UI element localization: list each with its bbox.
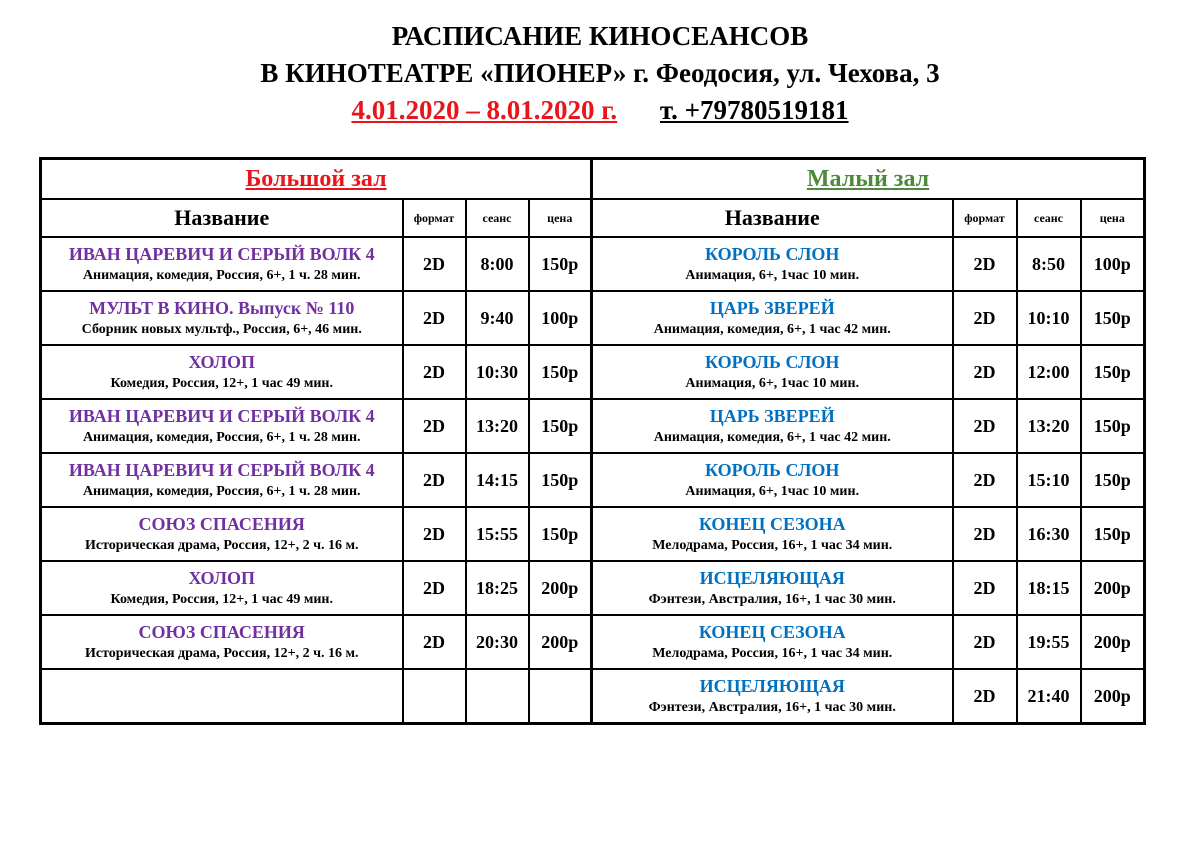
table-row [592,507,1145,561]
column-header-name: Название [592,199,953,237]
price-cell: 200р [1081,669,1145,724]
page-title: РАСПИСАНИЕ КИНОСЕАНСОВ [391,21,809,51]
movie-info: Анимация, 6+, 1час 10 мин. [685,375,860,391]
session-time-cell: 14:15 [466,453,529,507]
price-cell: 150р [529,507,592,561]
session-time-cell: 18:15 [1017,561,1081,615]
date-phone-line [0,92,1200,129]
movie-cell [592,345,953,399]
format-cell: 2D [403,237,466,291]
format-cell: 2D [953,615,1017,669]
format-cell: 2D [403,615,466,669]
schedule-tables [39,157,1143,747]
format-cell [403,669,466,724]
price-cell [529,669,592,724]
column-header-price: цена [529,199,592,237]
session-time-cell: 19:55 [1017,615,1081,669]
session-time-cell: 20:30 [466,615,529,669]
price-cell: 100р [529,291,592,345]
price-cell: 150р [1081,507,1145,561]
phone-number: т. +79780519181 [659,95,849,125]
session-time-cell: 9:40 [466,291,529,345]
table-row [41,615,592,669]
price-cell: 150р [529,237,592,291]
movie-title: СОЮЗ СПАСЕНИЯ [138,621,305,642]
table-row [41,237,592,291]
movie-cell [41,615,403,669]
table-row [41,561,592,615]
movie-info: Фэнтези, Австралия, 16+, 1 час 30 мин. [648,699,896,715]
column-header-session: сеанс [466,199,529,237]
movie-info: Комедия, Россия, 12+, 1 час 49 мин. [110,591,333,607]
table-row [41,345,592,399]
movie-cell [41,345,403,399]
movie-cell [41,237,403,291]
movie-info: Анимация, комедия, Россия, 6+, 1 ч. 28 мин. [82,267,361,283]
format-cell: 2D [953,345,1017,399]
cinema-address: В КИНОТЕАТРЕ «ПИОНЕР» г. Феодосия, ул. Чехова, 3 [260,58,940,88]
session-time-cell: 12:00 [1017,345,1081,399]
movie-title: ИСЦЕЛЯЮЩАЯ [699,675,845,696]
price-cell: 200р [1081,615,1145,669]
price-cell: 150р [529,453,592,507]
movie-title: КОРОЛЬ СЛОН [705,243,840,264]
table-row [592,453,1145,507]
movie-cell [592,615,953,669]
price-cell: 150р [1081,399,1145,453]
movie-title: КОРОЛЬ СЛОН [705,459,840,480]
price-cell: 150р [529,399,592,453]
session-time-cell [466,669,529,724]
table-row [592,291,1145,345]
movie-cell [592,399,953,453]
movie-title: МУЛЬТ В КИНО. Выпуск № 110 [89,297,355,318]
price-cell: 200р [1081,561,1145,615]
movie-info: Комедия, Россия, 12+, 1 час 49 мин. [110,375,333,391]
movie-cell [41,507,403,561]
format-cell: 2D [953,237,1017,291]
movie-cell [592,237,953,291]
table-row [41,507,592,561]
movie-title: ИВАН ЦАРЕВИЧ И СЕРЫЙ ВОЛК 4 [68,459,375,480]
movie-title: КОНЕЦ СЕЗОНА [698,621,846,642]
movie-title: ИВАН ЦАРЕВИЧ И СЕРЫЙ ВОЛК 4 [68,405,375,426]
format-cell: 2D [403,453,466,507]
format-cell: 2D [953,291,1017,345]
table-row [41,453,592,507]
table-row [592,399,1145,453]
format-cell: 2D [953,669,1017,724]
movie-title: ИСЦЕЛЯЮЩАЯ [699,567,845,588]
format-cell: 2D [953,561,1017,615]
movie-cell [41,399,403,453]
table-row [592,561,1145,615]
price-cell: 200р [529,561,592,615]
price-cell: 150р [1081,453,1145,507]
format-cell: 2D [403,345,466,399]
movie-info: Историческая драма, Россия, 12+, 2 ч. 16 м. [84,645,359,661]
movie-info: Мелодрама, Россия, 16+, 1 час 34 мин. [652,537,893,553]
column-header-session: сеанс [1017,199,1081,237]
small-hall-title: Малый зал [592,159,1145,200]
movie-cell [41,561,403,615]
movie-title: ХОЛОП [188,351,256,372]
session-time-cell: 8:00 [466,237,529,291]
movie-cell [592,669,953,724]
price-cell: 150р [1081,345,1145,399]
table-row [592,615,1145,669]
column-header-price: цена [1081,199,1145,237]
movie-info: Анимация, комедия, 6+, 1 час 42 мин. [653,321,891,337]
movie-title: ИВАН ЦАРЕВИЧ И СЕРЫЙ ВОЛК 4 [68,243,375,264]
movie-title: КОРОЛЬ СЛОН [705,351,840,372]
movie-cell [592,291,953,345]
table-row [41,399,592,453]
session-time-cell: 18:25 [466,561,529,615]
movie-title: ЦАРЬ ЗВЕРЕЙ [709,405,835,426]
table-row [41,291,592,345]
table-row [592,345,1145,399]
movie-cell [41,453,403,507]
small-hall-table [590,157,1146,725]
movie-info: Анимация, 6+, 1час 10 мин. [685,483,860,499]
price-cell: 100р [1081,237,1145,291]
movie-info: Анимация, 6+, 1час 10 мин. [685,267,860,283]
table-row [41,669,592,724]
date-range: 4.01.2020 – 8.01.2020 г. [351,95,618,125]
movie-cell [592,507,953,561]
column-header-format: формат [953,199,1017,237]
format-cell: 2D [403,291,466,345]
movie-info: Историческая драма, Россия, 12+, 2 ч. 16 м. [84,537,359,553]
session-time-cell: 16:30 [1017,507,1081,561]
movie-info: Анимация, комедия, Россия, 6+, 1 ч. 28 мин. [82,429,361,445]
session-time-cell: 13:20 [1017,399,1081,453]
movie-cell [592,453,953,507]
format-cell: 2D [953,453,1017,507]
session-time-cell: 10:10 [1017,291,1081,345]
movie-cell [41,669,403,724]
format-cell: 2D [403,507,466,561]
price-cell: 150р [529,345,592,399]
movie-info: Мелодрама, Россия, 16+, 1 час 34 мин. [652,645,893,661]
big-hall-table [39,157,593,725]
session-time-cell: 8:50 [1017,237,1081,291]
big-hall-title: Большой зал [41,159,592,200]
price-cell: 150р [1081,291,1145,345]
movie-info: Фэнтези, Австралия, 16+, 1 час 30 мин. [648,591,896,607]
format-cell: 2D [953,399,1017,453]
session-time-cell: 15:10 [1017,453,1081,507]
movie-cell [41,291,403,345]
movie-info: Сборник новых мультф., Россия, 6+, 46 мин. [81,321,362,337]
table-row [592,237,1145,291]
page-header [0,18,1200,129]
price-cell: 200р [529,615,592,669]
column-header-format: формат [403,199,466,237]
session-time-cell: 15:55 [466,507,529,561]
movie-title: ХОЛОП [188,567,256,588]
column-header-name: Название [41,199,403,237]
session-time-cell: 13:20 [466,399,529,453]
movie-title: КОНЕЦ СЕЗОНА [698,513,846,534]
small-hall-rows [592,237,1145,724]
format-cell: 2D [403,561,466,615]
movie-title: ЦАРЬ ЗВЕРЕЙ [709,297,835,318]
movie-cell [592,561,953,615]
session-time-cell: 10:30 [466,345,529,399]
movie-title: СОЮЗ СПАСЕНИЯ [138,513,305,534]
table-row [592,669,1145,724]
format-cell: 2D [953,507,1017,561]
session-time-cell: 21:40 [1017,669,1081,724]
movie-info: Анимация, комедия, 6+, 1 час 42 мин. [653,429,891,445]
big-hall-rows [41,237,592,724]
movie-info: Анимация, комедия, Россия, 6+, 1 ч. 28 мин. [82,483,361,499]
format-cell: 2D [403,399,466,453]
